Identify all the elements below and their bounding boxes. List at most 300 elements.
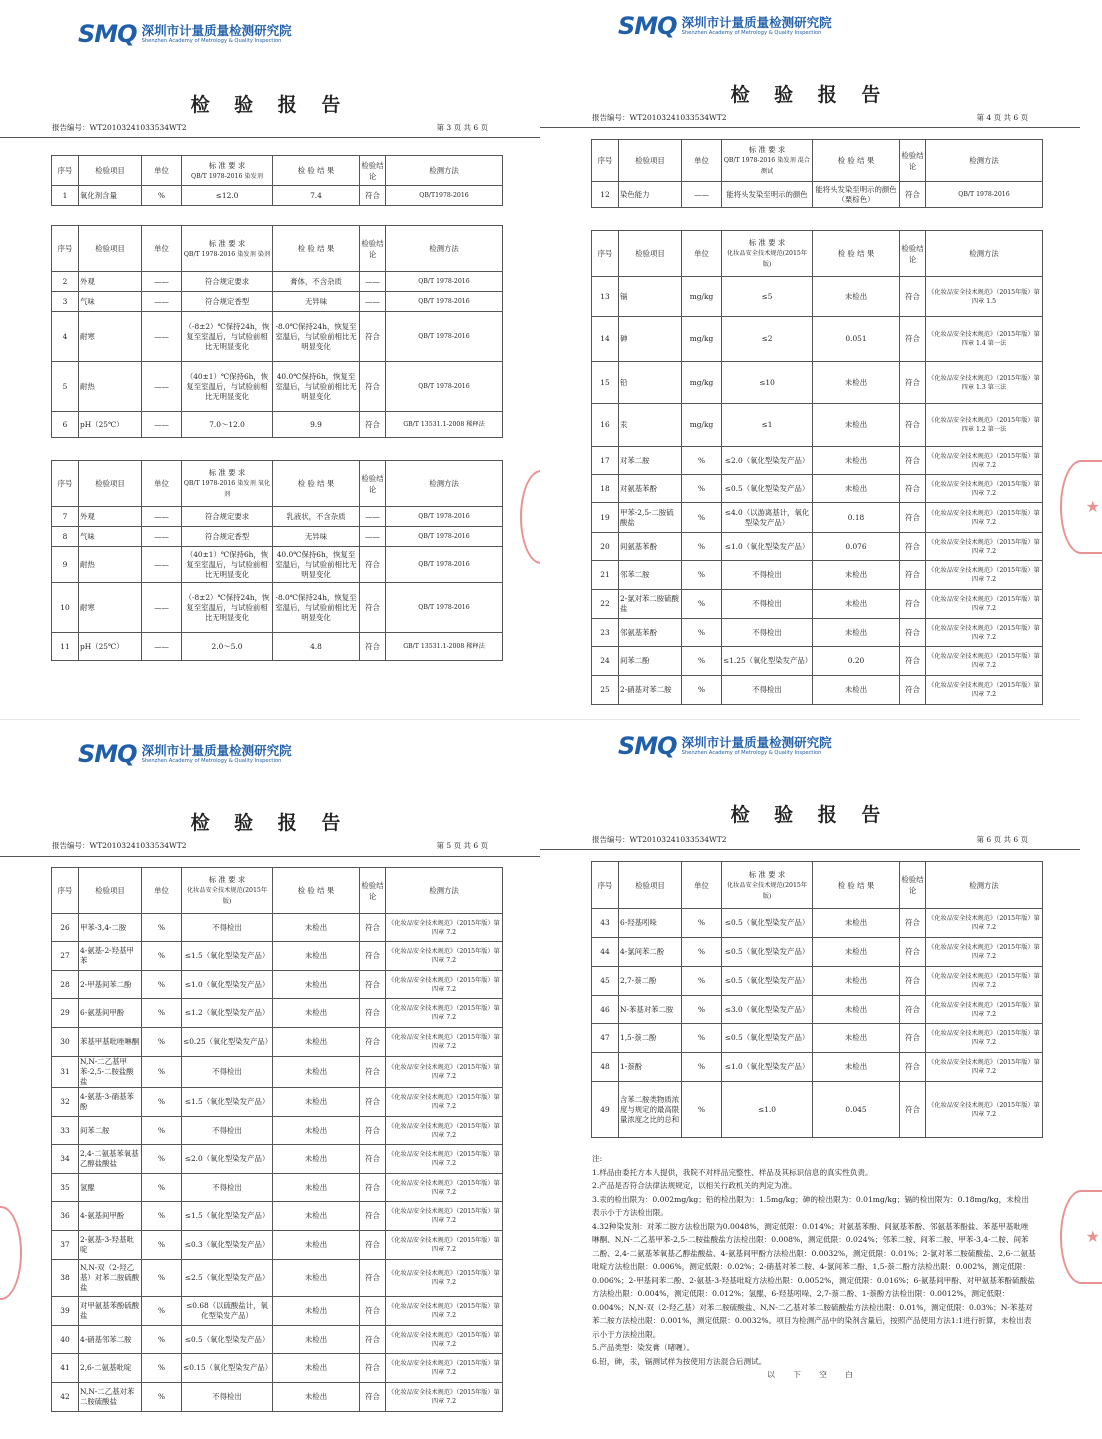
cell-method: 《化妆品安全技术规范》（2015年版）第四章 7.2 (386, 1202, 503, 1231)
cell-standard: 符合规定香型 (182, 292, 273, 312)
cell-item: 2,6-二氨基吡啶 (79, 1354, 142, 1383)
cell-method: QB/T 1978-2016 (386, 547, 503, 583)
cell-conclusion: —— (360, 292, 386, 312)
cell-standard: ≤0.68（以硫酸盐计，氧化型染发产品） (182, 1297, 273, 1326)
cell-result: 无异味 (273, 292, 360, 312)
cell-item: 耐热 (79, 547, 142, 583)
table-row (52, 583, 503, 633)
table-row (592, 1082, 1043, 1138)
logo-name-en: Shenzhen Academy of Metrology & Quality Inspection (681, 749, 822, 756)
cell-item: 对氨基苯酚 (619, 475, 682, 503)
cell-seq: 43 (592, 909, 619, 938)
cell-item: 2,4-二氨基苯氧基乙醇盐酸盐 (79, 1145, 142, 1174)
header-standard-ref: QB/T 1978-2016 染发剂 (191, 172, 263, 180)
cell-standard: ≤1.5（氧化型染发产品） (182, 1202, 273, 1231)
cell-item: N,N-双（2-羟乙基）对苯二胺硫酸盐 (79, 1260, 142, 1297)
header-item: 检验项目 (619, 231, 682, 277)
table-row (592, 317, 1043, 362)
cell-item: 气味 (79, 292, 142, 312)
table-row (52, 312, 503, 362)
cell-seq: 37 (52, 1231, 79, 1260)
cell-item: 耐寒 (79, 583, 142, 633)
header-method: 检测方法 (386, 461, 503, 507)
cell-unit: —— (142, 527, 182, 547)
logo-name-cn: 深圳市计量质量检测研究院 (141, 22, 292, 38)
cell-result: 膏体，不含杂质 (273, 272, 360, 292)
cell-seq: 44 (592, 938, 619, 967)
cell-method: 《化妆品安全技术规范》（2015年版）第四章 1.2 第一法 (926, 404, 1043, 447)
cell-conclusion: 符合 (360, 1383, 386, 1412)
header-conclusion: 检验结论 (900, 140, 926, 182)
cell-item: 镉 (619, 277, 682, 317)
cell-conclusion: 符合 (900, 967, 926, 996)
cell-seq: 32 (52, 1088, 79, 1117)
cell-item: 4-氨基-2-羟基甲苯 (79, 942, 142, 971)
cell-item: 耐寒 (79, 312, 142, 362)
cell-standard: 不得检出 (722, 619, 813, 647)
results-table (51, 460, 503, 661)
cell-item: 间苯二胺 (79, 1117, 142, 1145)
report-meta (592, 112, 1028, 123)
cell-method: 《化妆品安全技术规范》（2015年版）第四章 7.2 (386, 1297, 503, 1326)
cell-unit: % (682, 561, 722, 590)
cell-conclusion: 符合 (900, 1024, 926, 1053)
cell-result: 未检出 (813, 362, 900, 404)
header-method: 检测方法 (926, 231, 1043, 277)
header-standard-title: 标 准 要 求 (748, 145, 786, 154)
cell-seq: 12 (592, 182, 619, 208)
cell-unit: % (142, 1383, 182, 1412)
cell-unit: % (682, 1024, 722, 1053)
table-row (592, 182, 1043, 208)
logo-name-en: Shenzhen Academy of Metrology & Quality Inspection (141, 37, 282, 44)
cell-conclusion: 符合 (360, 999, 386, 1028)
cell-item: 邻氨基苯酚 (619, 619, 682, 647)
report-page-4 (540, 0, 1100, 719)
cell-item: 耐热 (79, 362, 142, 412)
cell-unit: % (682, 533, 722, 561)
report-page-6 (540, 720, 1100, 1439)
results-table (51, 155, 503, 206)
table-row (592, 404, 1043, 447)
cell-item: N-苯基对苯二胺 (619, 996, 682, 1024)
end-of-report-mark: 以 下 空 白 (767, 1370, 861, 1379)
table-header-row (52, 461, 503, 507)
header-standard (722, 862, 813, 909)
table-header-row (592, 231, 1043, 277)
table-row (52, 1202, 503, 1231)
report-title: 检 验 报 告 (730, 84, 890, 106)
cell-standard: 7.0～12.0 (182, 412, 273, 438)
header-standard-title: 标 准 要 求 (208, 875, 246, 884)
cell-conclusion: 符合 (360, 583, 386, 633)
cell-conclusion: 符合 (360, 1028, 386, 1057)
cell-seq: 4 (52, 312, 79, 362)
cell-item: 2-氯对苯二胺硫酸盐 (619, 590, 682, 619)
cell-conclusion: 符合 (360, 971, 386, 999)
cell-result: 未检出 (813, 676, 900, 705)
cell-seq: 5 (52, 362, 79, 412)
cell-unit: % (142, 914, 182, 942)
header-unit: 单位 (682, 140, 722, 182)
cell-conclusion: 符合 (900, 938, 926, 967)
logo-name-cn: 深圳市计量质量检测研究院 (141, 742, 292, 758)
cell-seq: 28 (52, 971, 79, 999)
table-row (52, 412, 503, 438)
cell-method: 《化妆品安全技术规范》（2015年版）第四章 7.2 (386, 1174, 503, 1202)
cell-method: QB/T 1978-2016 (386, 583, 503, 633)
cell-unit: mg/kg (682, 317, 722, 362)
cell-item: 2-甲基间苯二酚 (79, 971, 142, 999)
results-table (591, 139, 1043, 208)
header-standard (182, 226, 273, 272)
cell-result: 未检出 (273, 1117, 360, 1145)
cell-standard: （-8±2）℃保持24h，恢复至室温后，与试验前相比无明显变化 (182, 312, 273, 362)
table-row (52, 1174, 503, 1202)
cell-standard: ≤0.5（氧化型染发产品） (722, 909, 813, 938)
cell-conclusion: 符合 (900, 647, 926, 676)
table-header-row (592, 140, 1043, 182)
header-standard-title: 标 准 要 求 (208, 160, 246, 170)
cell-result: 未检出 (813, 590, 900, 619)
cell-result: 未检出 (813, 996, 900, 1024)
cell-seq: 1 (52, 186, 79, 206)
cell-item: 对苯二胺 (619, 447, 682, 475)
cell-unit: —— (682, 182, 722, 208)
cell-result: 未检出 (273, 1145, 360, 1174)
cell-seq: 18 (592, 475, 619, 503)
cell-item: 2-氨基-3-羟基吡啶 (79, 1231, 142, 1260)
cell-standard: ≤1.25（氧化型染发产品） (722, 647, 813, 676)
header-standard (182, 461, 273, 507)
cell-method: QB/T 1978-2016 (386, 292, 503, 312)
header-result: 检 验 结 果 (813, 140, 900, 182)
cell-method: 《化妆品安全技术规范》（2015年版）第四章 7.2 (386, 1326, 503, 1354)
cell-result: 未检出 (813, 938, 900, 967)
cell-item: N,N-二乙基对苯二胺硫酸盐 (79, 1383, 142, 1412)
cell-result: 0.18 (813, 503, 900, 533)
header-seq: 序号 (52, 156, 79, 186)
institute-logo (618, 732, 832, 760)
cell-conclusion: 符合 (360, 186, 386, 206)
cell-seq: 19 (592, 503, 619, 533)
header-conclusion: 检验结论 (360, 868, 386, 914)
cell-seq: 20 (592, 533, 619, 561)
cell-conclusion: 符合 (900, 996, 926, 1024)
cell-method: GB/T 13531.1-2008 稀释法 (386, 412, 503, 438)
cell-item: 邻苯二胺 (619, 561, 682, 590)
logo-mark: SMQ (78, 740, 137, 768)
table-row (592, 475, 1043, 503)
logo-mark: SMQ (78, 20, 137, 48)
cell-method: 《化妆品安全技术规范》（2015年版）第四章 7.2 (926, 647, 1043, 676)
cell-result: -8.0℃保持24h，恢复至室温后，与试验前相比无明显变化 (273, 312, 360, 362)
cell-standard: ≤0.5（氧化型染发产品） (722, 967, 813, 996)
table-row (592, 938, 1043, 967)
cell-unit: % (682, 676, 722, 705)
cell-seq: 47 (592, 1024, 619, 1053)
header-result: 检 验 结 果 (273, 156, 360, 186)
cell-method: 《化妆品安全技术规范》（2015年版）第四章 7.2 (926, 561, 1043, 590)
table-header-row (52, 226, 503, 272)
cell-method: 《化妆品安全技术规范》（2015年版）第四章 7.2 (386, 1117, 503, 1145)
cell-method: QB/T1978-2016 (386, 186, 503, 206)
header-standard-ref: QB/T 1978-2016 染发剂 染剂 (183, 250, 271, 258)
cell-standard: ≤5 (722, 277, 813, 317)
cell-seq: 15 (592, 362, 619, 404)
cell-item: N,N-二乙基甲苯-2,5-二胺盐酸盐 (79, 1057, 142, 1088)
cell-unit: % (142, 1088, 182, 1117)
cell-seq: 39 (52, 1297, 79, 1326)
cell-seq: 7 (52, 507, 79, 527)
cell-result: 未检出 (813, 561, 900, 590)
cell-method: 《化妆品安全技术规范》（2015年版）第四章 7.2 (386, 1383, 503, 1412)
report-title: 检 验 报 告 (190, 94, 350, 116)
cell-item: 铅 (619, 362, 682, 404)
cell-standard: ≤3.0（氧化型染发产品） (722, 996, 813, 1024)
page-number: 第 5 页 共 6 页 (436, 841, 488, 850)
cell-result: 未检出 (273, 1297, 360, 1326)
cell-seq: 2 (52, 272, 79, 292)
cell-item: 2-硝基对苯二胺 (619, 676, 682, 705)
cell-method: 《化妆品安全技术规范》（2015年版）第四章 7.2 (386, 914, 503, 942)
cell-standard: ≤0.5（氧化型染发产品） (722, 475, 813, 503)
cell-seq: 48 (592, 1053, 619, 1082)
table-row (592, 1024, 1043, 1053)
cell-item: 6-氨基间甲酚 (79, 999, 142, 1028)
cell-standard: ≤0.5（氧化型染发产品） (722, 938, 813, 967)
cell-unit: % (142, 1354, 182, 1383)
cell-unit: % (682, 447, 722, 475)
cell-seq: 42 (52, 1383, 79, 1412)
header-conclusion: 检验结论 (360, 156, 386, 186)
logo-name-cn: 深圳市计量质量检测研究院 (681, 734, 832, 750)
note-line: 3.汞的检出限为：0.002mg/kg；铅的检出限为：1.5mg/kg；砷的检出限为：0.01mg/kg；镉的检出限为：0.18mg/kg，未检出表示小于方法检出限。 (592, 1194, 1029, 1217)
cell-unit: % (142, 999, 182, 1028)
cell-result: 4.8 (273, 633, 360, 661)
cell-item: 氧化剂含量 (79, 186, 142, 206)
cell-method: 《化妆品安全技术规范》（2015年版）第四章 7.2 (386, 1145, 503, 1174)
cell-method: 《化妆品安全技术规范》（2015年版）第四章 7.2 (926, 1053, 1043, 1082)
cell-conclusion: 符合 (900, 277, 926, 317)
report-notes (592, 1152, 1036, 1382)
page-number: 第 4 页 共 6 页 (976, 113, 1028, 122)
cell-unit: —— (142, 272, 182, 292)
cell-conclusion: 符合 (360, 1145, 386, 1174)
cell-conclusion: —— (360, 507, 386, 527)
cell-method: 《化妆品安全技术规范》（2015年版）第四章 7.2 (386, 1260, 503, 1297)
cell-method: 《化妆品安全技术规范》（2015年版）第四章 7.2 (926, 619, 1043, 647)
cell-unit: —— (142, 412, 182, 438)
cell-method: QB/T 1978-2016 (386, 507, 503, 527)
cell-item: 外观 (79, 272, 142, 292)
cell-conclusion: 符合 (360, 1202, 386, 1231)
cell-conclusion: 符合 (900, 909, 926, 938)
cell-seq: 11 (52, 633, 79, 661)
cell-standard: ≤0.25（氧化型染发产品） (182, 1028, 273, 1057)
header-standard-title: 标 准 要 求 (208, 238, 246, 248)
header-standard-title: 标 准 要 求 (748, 869, 786, 879)
header-seq: 序号 (592, 140, 619, 182)
cell-standard: （40±1）℃保持6h，恢复至室温后，与试验前相比无明显变化 (182, 547, 273, 583)
table-row (592, 590, 1043, 619)
cell-method: 《化妆品安全技术规范》（2015年版）第四章 7.2 (386, 1354, 503, 1383)
cell-method: 《化妆品安全技术规范》（2015年版）第四章 1.4 第一法 (926, 317, 1043, 362)
cell-unit: % (142, 1297, 182, 1326)
table-row (592, 447, 1043, 475)
cell-result: 未检出 (813, 404, 900, 447)
cell-conclusion: 符合 (360, 914, 386, 942)
cell-seq: 34 (52, 1145, 79, 1174)
cell-unit: —— (142, 583, 182, 633)
table-row (592, 503, 1043, 533)
table-row (52, 1297, 503, 1326)
cell-seq: 23 (592, 619, 619, 647)
header-unit: 单位 (142, 226, 182, 272)
header-standard (722, 231, 813, 277)
cell-result: 未检出 (273, 971, 360, 999)
table-row (52, 1383, 503, 1412)
table-row (592, 1053, 1043, 1082)
cell-standard: 符合规定香型 (182, 527, 273, 547)
cell-standard: ≤2.0（氧化型染发产品） (722, 447, 813, 475)
header-unit: 单位 (682, 231, 722, 277)
header-method: 检测方法 (386, 156, 503, 186)
header-standard (182, 868, 273, 914)
header-rule (0, 137, 540, 138)
cell-unit: % (142, 1028, 182, 1057)
cell-unit: % (682, 996, 722, 1024)
cell-standard: 不得检出 (182, 914, 273, 942)
cell-item: pH（25℃） (79, 412, 142, 438)
logo-text (142, 744, 292, 765)
cell-item: pH（25℃） (79, 633, 142, 661)
cell-unit: % (142, 942, 182, 971)
cell-method: 《化妆品安全技术规范》（2015年版）第四章 7.2 (926, 967, 1043, 996)
cell-standard: 不得检出 (182, 1174, 273, 1202)
cell-result: 未检出 (813, 277, 900, 317)
header-standard-ref: 化妆品安全技术规范(2015年版) (726, 881, 808, 900)
cell-result: 未检出 (813, 967, 900, 996)
cell-unit: mg/kg (682, 362, 722, 404)
header-standard-ref: QB/T 1978-2016 染发剂 混合测试 (723, 157, 811, 175)
table-row (52, 971, 503, 999)
cell-method: 《化妆品安全技术规范》（2015年版）第四章 7.2 (926, 938, 1043, 967)
cell-method: QB/T 1978-2016 (386, 272, 503, 292)
cell-seq: 29 (52, 999, 79, 1028)
cell-result: 未检出 (273, 1260, 360, 1297)
cell-item: 4-硝基邻苯二胺 (79, 1326, 142, 1354)
cell-unit: % (682, 1082, 722, 1138)
cell-seq: 46 (592, 996, 619, 1024)
cell-result: 能将头发染至明示的颜色（栗棕色） (813, 182, 900, 208)
report-number: 报告编号：WT20103241033534WT2 (52, 123, 187, 132)
table-row (52, 1117, 503, 1145)
cell-method: 《化妆品安全技术规范》（2015年版）第四章 7.2 (926, 996, 1043, 1024)
cell-conclusion: —— (360, 272, 386, 292)
table-row (52, 292, 503, 312)
table-row (52, 362, 503, 412)
cell-standard: ≤2.5（氧化型染发产品） (182, 1260, 273, 1297)
cell-result: 未检出 (813, 475, 900, 503)
cell-seq: 3 (52, 292, 79, 312)
cell-seq: 24 (592, 647, 619, 676)
table-row (52, 1028, 503, 1057)
cell-seq: 41 (52, 1354, 79, 1383)
cell-result: 未检出 (813, 619, 900, 647)
table-row (592, 277, 1043, 317)
header-standard-title: 标 准 要 求 (748, 238, 786, 247)
cell-conclusion: —— (360, 527, 386, 547)
cell-result: 未检出 (273, 999, 360, 1028)
cell-seq: 25 (592, 676, 619, 705)
header-item: 检验项目 (79, 226, 142, 272)
cell-seq: 13 (592, 277, 619, 317)
cell-seq: 14 (592, 317, 619, 362)
cell-conclusion: 符合 (900, 475, 926, 503)
seal-star-icon: ★ (1085, 1227, 1100, 1246)
cell-item: 甲苯-3,4-二胺 (79, 914, 142, 942)
cell-standard: ≤1.5（氧化型染发产品） (182, 942, 273, 971)
cell-result: 未检出 (273, 1326, 360, 1354)
header-unit: 单位 (142, 156, 182, 186)
results-table (51, 225, 503, 438)
header-standard-title: 标 准 要 求 (208, 468, 246, 477)
cell-unit: % (682, 619, 722, 647)
cell-item: 气味 (79, 527, 142, 547)
header-result: 检 验 结 果 (273, 868, 360, 914)
red-seal-stamp (1060, 1190, 1102, 1284)
cell-seq: 45 (592, 967, 619, 996)
cell-method: GB/T 13531.1-2008 稀释法 (386, 633, 503, 661)
header-item: 检验项目 (619, 140, 682, 182)
cell-standard: ≤4.0（以游离基计，氧化型染发产品） (722, 503, 813, 533)
table-row (52, 1057, 503, 1088)
table-row (52, 1231, 503, 1260)
cell-result: 未检出 (813, 447, 900, 475)
cell-result: 未检出 (273, 1028, 360, 1057)
cell-conclusion: 符合 (900, 404, 926, 447)
note-line: 注: (592, 1154, 603, 1163)
cell-standard: ≤1.5（氧化型染发产品） (182, 1088, 273, 1117)
cell-result: 0.20 (813, 647, 900, 676)
table-row (592, 967, 1043, 996)
header-conclusion: 检验结论 (900, 231, 926, 277)
cell-item: 4-氨基-3-硝基苯酚 (79, 1088, 142, 1117)
cell-result: 未检出 (273, 1057, 360, 1088)
cell-standard: 不得检出 (182, 1057, 273, 1088)
cell-method: 《化妆品安全技术规范》（2015年版）第四章 7.2 (386, 999, 503, 1028)
cell-method: 《化妆品安全技术规范》（2015年版）第四章 7.2 (386, 1057, 503, 1088)
cell-result: 未检出 (273, 1088, 360, 1117)
cell-standard: ≤0.5（氧化型染发产品） (182, 1326, 273, 1354)
header-seq: 序号 (592, 862, 619, 909)
cell-method: 《化妆品安全技术规范》（2015年版）第四章 7.2 (926, 590, 1043, 619)
table-header-row (52, 868, 503, 914)
header-seq: 序号 (52, 226, 79, 272)
table-row (52, 547, 503, 583)
header-standard (722, 140, 813, 182)
cell-standard: ≤0.15（氧化型染发产品） (182, 1354, 273, 1383)
cell-conclusion: 符合 (360, 1174, 386, 1202)
header-standard (182, 156, 273, 186)
report-meta (52, 122, 488, 133)
cell-conclusion: 符合 (360, 1088, 386, 1117)
cell-result: -8.0℃保持24h，恢复至室温后，与试验前相比无明显变化 (273, 583, 360, 633)
cell-item: 甲苯-2,5-二胺硫酸盐 (619, 503, 682, 533)
cell-seq: 22 (592, 590, 619, 619)
cell-conclusion: 符合 (900, 362, 926, 404)
